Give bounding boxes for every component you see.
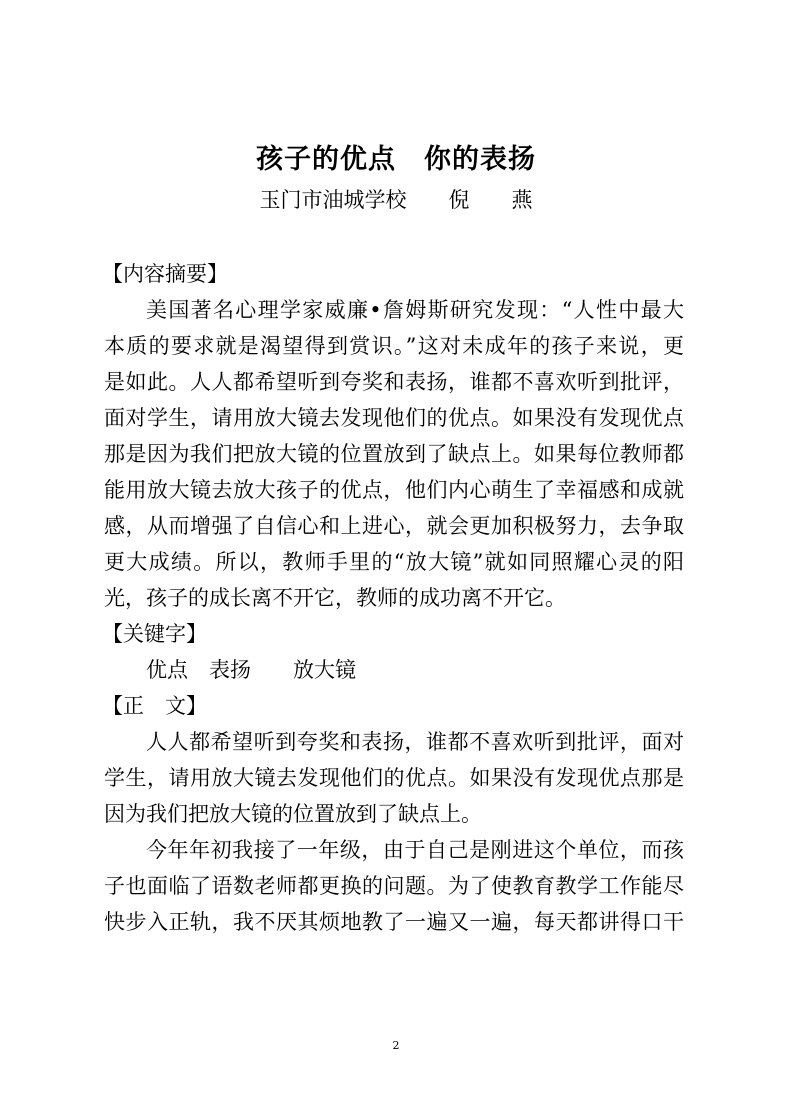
keywords-line: 优点 表扬 放大镜 [146, 658, 356, 682]
abstract-line: 能用放大镜去放大孩子的优点，他们内心萌生了幸福感和成就 [104, 478, 684, 502]
document-body [104, 256, 684, 940]
abstract-line: 感，从而增强了自信心和上进心，就会更加积极努力，去争取 [104, 514, 684, 538]
abstract-line: 面对学生，请用放大镜去发现他们的优点。如果没有发现优点 [104, 406, 684, 430]
abstract-line: 那是因为我们把放大镜的位置放到了缺点上。如果每位教师都 [104, 442, 684, 466]
body-heading: 【正 文】 [102, 694, 207, 718]
body-line: 因为我们把放大镜的位置放到了缺点上。 [104, 802, 482, 826]
abstract-line: 光，孩子的成长离不开它，教师的成功离不开它。 [104, 586, 566, 610]
abstract-line: 美国著名心理学家威廉•詹姆斯研究发现：“人性中最大 [146, 298, 684, 322]
author-line: 玉门市油城学校 倪 燕 [259, 188, 533, 212]
body-line: 今年年初我接了一年级，由于自己是刚进这个单位，而孩 [146, 838, 684, 862]
body-line: 快步入正轨，我不厌其烦地教了一遍又一遍，每天都讲得口干 [104, 910, 684, 934]
page-title: 孩子的优点 你的表扬 [256, 144, 536, 175]
page-number: 2 [392, 1039, 400, 1052]
body-line: 人人都希望听到夸奖和表扬，谁都不喜欢听到批评，面对 [146, 730, 684, 754]
abstract-heading: 【内容摘要】 [102, 262, 228, 286]
body-line: 子也面临了语数老师都更换的问题。为了使教育教学工作能尽 [104, 874, 684, 898]
keywords-heading: 【关键字】 [102, 622, 207, 646]
abstract-line: 是如此。人人都希望听到夸奖和表扬，谁都不喜欢听到批评， [104, 370, 684, 394]
abstract-line: 本质的要求就是渴望得到赏识。”这对未成年的孩子来说，更 [104, 334, 684, 358]
body-line: 学生，请用放大镜去发现他们的优点。如果没有发现优点那是 [104, 766, 684, 790]
abstract-line: 更大成绩。所以，教师手里的“放大镜”就如同照耀心灵的阳 [104, 550, 684, 574]
